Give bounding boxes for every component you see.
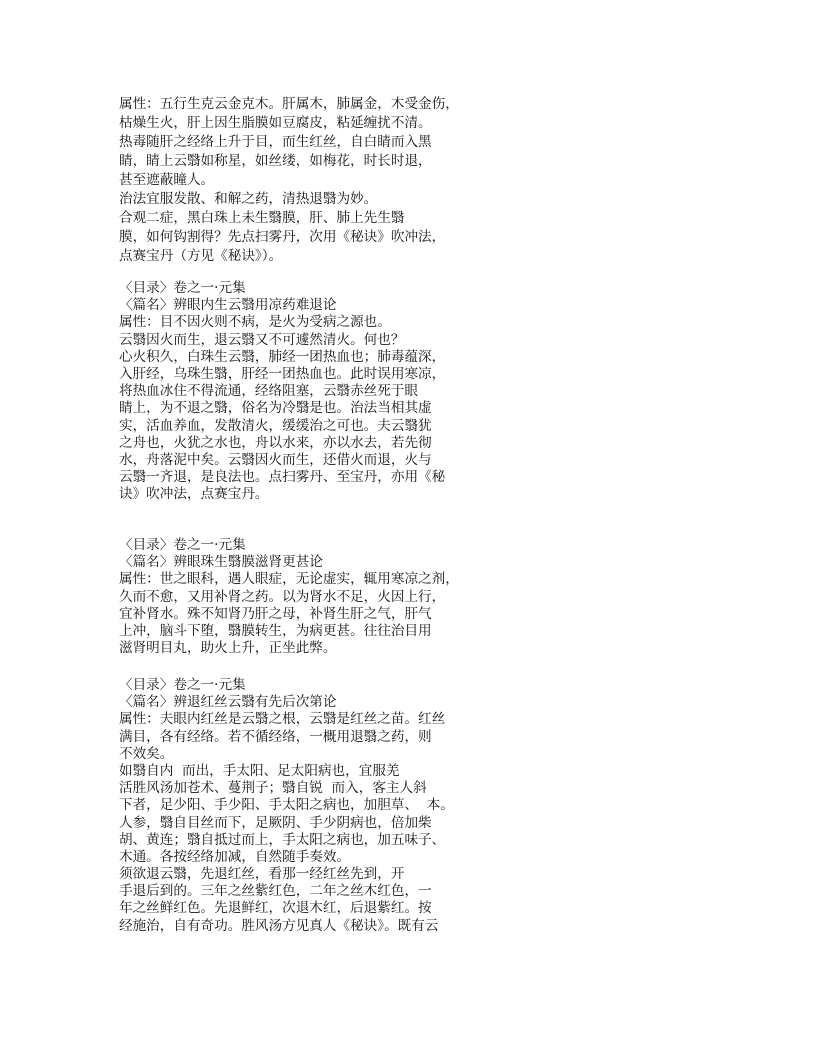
text-line: 木通。各按经络加减，自然随手奏效。 — [119, 848, 351, 865]
text-line: 热毒随肝之经络上升于目，而生红丝，自白睛而入黑 — [119, 134, 432, 150]
text-line: 宜补肾水。殊不知肾乃肝之母，补肾生肝之气，肝气 — [119, 605, 432, 622]
text-line: 〈目录〉卷之一·元集 — [119, 537, 246, 553]
text-line: 属性：目不因火则不病，是火为受病之源也。 — [119, 314, 391, 331]
text-line: 睛，睛上云翳如称星，如丝缕，如梅花，时长时退， — [119, 153, 432, 169]
text-line: 睛上，为不退之翳，俗名为冷翳是也。治法当相其虚 — [119, 400, 432, 417]
text-line: 属性：世之眼科，遇人眼症，无论虚实，辄用寒凉之剂， — [119, 571, 459, 588]
text-line: 须欲退云翳，先退红丝，看那一经红丝先到，开 — [119, 866, 405, 883]
text-line: 〈篇名〉辨退红丝云翳有先后次第论 — [119, 694, 337, 711]
text-line: 实，活血养血，发散清火，缓缓治之可也。夫云翳犹 — [119, 417, 432, 434]
text-line: 甚至遮蔽瞳人。 — [119, 172, 215, 188]
text-line: 合观二症，黑白珠上未生翳膜，肝、肺上先生翳 — [119, 210, 405, 226]
text-line: 下者，足少阳、手少阳、手太阳之病也，加胆草、 本。 — [119, 797, 454, 814]
text-line: 水，舟落泥中矣。云翳因火而生，还借火而退，火与 — [119, 451, 432, 468]
text-line: 属性：五行生克云金克木。肝属木，肺属金，木受金伤， — [119, 96, 459, 112]
text-line: 膜，如何钩割得？先点扫雾丹，次用《秘诀》吹冲法， — [119, 229, 446, 245]
paragraph-block-2 — [119, 280, 479, 503]
text-line: 滋肾明目丸，助火上升，正坐此弊。 — [119, 640, 337, 657]
text-line: 〈目录〉卷之一·元集 — [119, 677, 246, 693]
paragraph-block-3 — [119, 537, 479, 657]
text-line: 手退后到的。三年之丝紫红色，二年之丝木红色，一 — [119, 883, 432, 900]
text-line: 人参，翳自目丝而下，足厥阴、手少阴病也，倍加柴 — [119, 814, 432, 831]
text-line: 云翳一齐退，是良法也。点扫雾丹、至宝丹，亦用《秘 — [119, 469, 446, 486]
text-line: 胡、黄连；翳自抵过而上，手太阳之病也，加五味子、 — [119, 831, 446, 848]
text-line: 如翳自内 而出，手太阳、足太阳病也，宜服羌 — [119, 762, 400, 779]
text-line: 诀》吹冲法，点赛宝丹。 — [119, 486, 269, 503]
text-line: 之舟也，火犹之水也，舟以水来，亦以水去，若先彻 — [119, 434, 432, 451]
text-line: 经施治，自有奇功。胜风汤方见真人《秘诀》。既有云 — [119, 917, 439, 934]
text-line: 属性：夫眼内红丝是云翳之根，云翳是红丝之苗。红丝 — [119, 711, 446, 728]
text-line: 〈目录〉卷之一·元集 — [119, 280, 246, 296]
text-line: 将热血冰住不得流通，经络阻塞，云翳赤丝死于眼 — [119, 383, 419, 400]
text-line: 入肝经，乌珠生翳，肝经一团热血也。此时误用寒凉， — [119, 365, 446, 382]
text-line: 〈篇名〉辨眼珠生翳膜滋肾更甚论 — [119, 554, 323, 571]
text-line: 满目，各有经络。若不循经络，一概用退翳之药，则 — [119, 728, 432, 745]
text-line: 心火积久，白珠生云翳，肺经一团热血也；肺毒蕴深， — [119, 348, 446, 365]
text-line: 上冲，脑斗下堕，翳膜转生，为病更甚。往往治目用 — [119, 622, 432, 639]
text-line: 点赛宝丹（方见《秘诀》）。 — [119, 248, 283, 264]
paragraph-block-4 — [119, 677, 479, 935]
text-line: 枯燥生火，肝上因生脂膜如豆腐皮，粘延缠扰不清。 — [119, 115, 432, 131]
text-line: 不效矣。 — [119, 745, 174, 762]
paragraph-block-1 — [119, 95, 479, 266]
text-line: 久而不愈，又用补肾之药。以为肾水不足，火因上行， — [119, 588, 446, 605]
text-line: 〈篇名〉辨眼内生云翳用凉药难退论 — [119, 297, 337, 314]
text-line: 年之丝鲜红色。先退鲜红，次退木红，后退紫红。按 — [119, 900, 432, 917]
text-line: 云翳因火而生，退云翳又不可遽然清火。何也？ — [119, 331, 405, 348]
text-line: 活胜风汤加苍术、蔓荆子；翳自锐 而入，客主人斜 — [119, 780, 427, 797]
text-line: 治法宜服发散、和解之药，清热退翳为妙。 — [119, 191, 378, 207]
